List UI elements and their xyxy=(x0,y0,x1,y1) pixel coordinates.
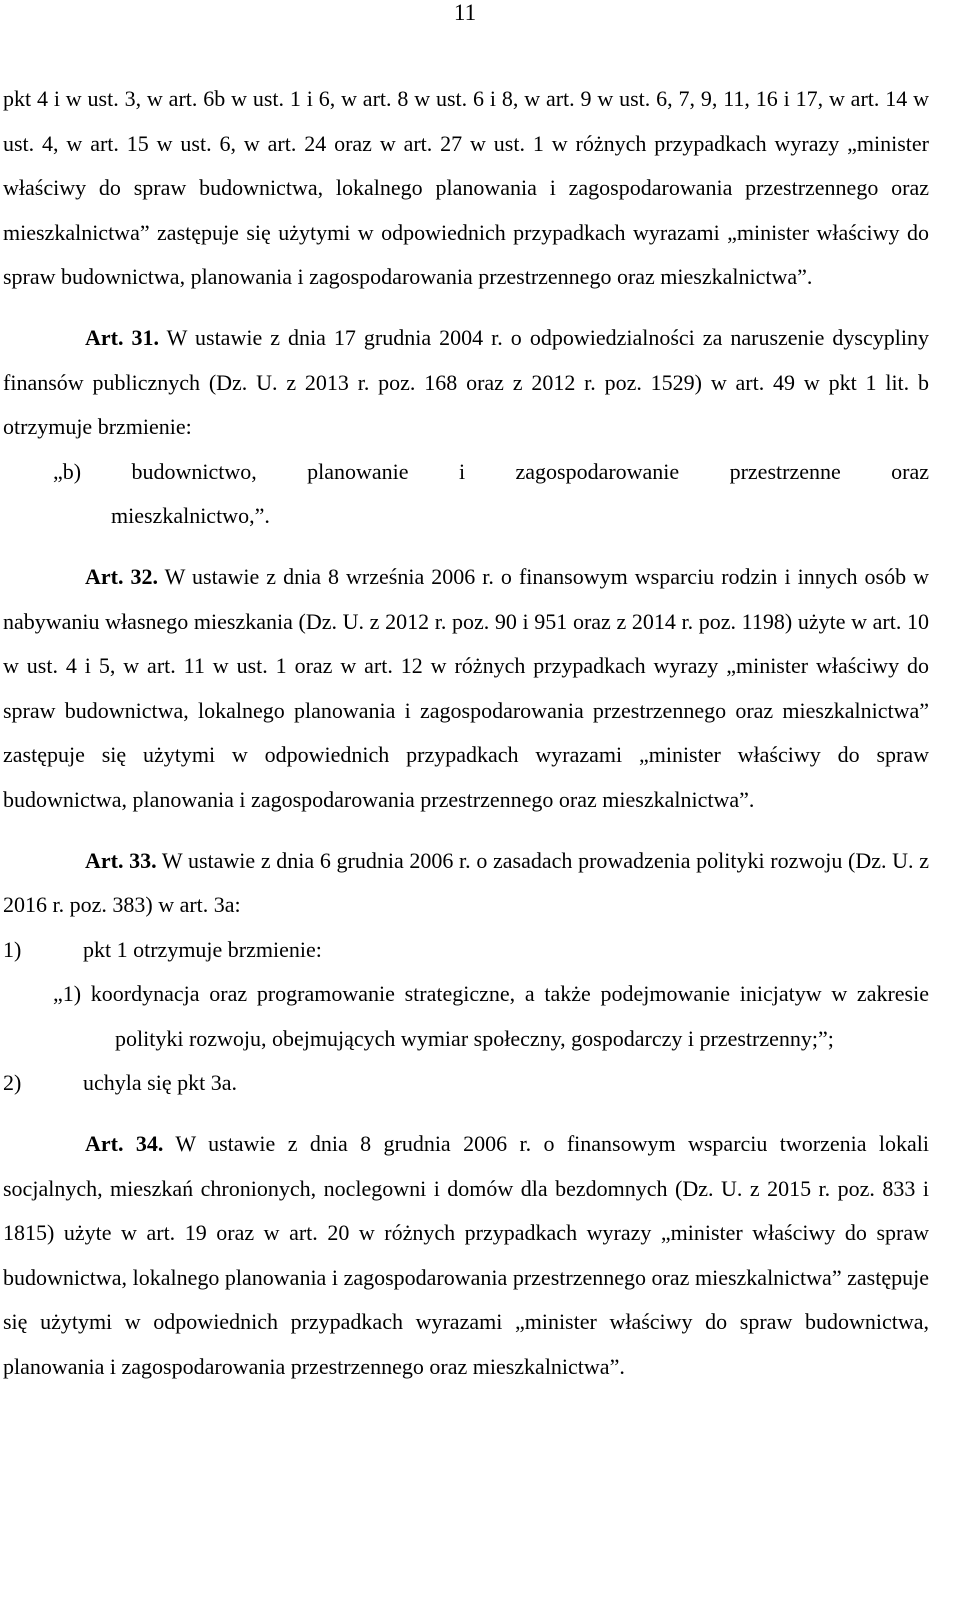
list-text: pkt 1 otrzymuje brzmienie: xyxy=(83,936,322,962)
article-33-label: Art. 33. xyxy=(85,847,157,873)
article-32-label: Art. 32. xyxy=(85,563,159,589)
article-34-label: Art. 34. xyxy=(85,1131,164,1157)
article-33-text: W ustawie z dnia 6 grudnia 2006 r. o zasadach prowadzenia polityki rozwoju (Dz. U. z 2016 r. poz. 383) w art. 3a: xyxy=(3,847,929,918)
article-32-text: W ustawie z dnia 8 września 2006 r. o finansowym wsparciu rodzin i innych osób w nabywaniu własnego mieszkania (Dz. U. z 2012 r. poz. 90 i 951 oraz z 2014 r. poz. 1198) użyte w art. 10 w ust. 4 i 5, w art. 11 w ust. 1 oraz w art. 12 w różnych przypadkach wyrazy „minister właściwy do spraw budownictwa, lokalnego planowania i zagospodarowania przestrzennego oraz mieszkalnictwa” zastępuje się użytymi w odpowiednich przypadkach wyrazami „minister właściwy do spraw budownictwa, planowania i zagospodarowania przestrzennego oraz mieszkalnictwa”. xyxy=(3,563,929,812)
article-31-quote-continuation: mieszkalnictwo,”. xyxy=(111,503,270,529)
article-34 xyxy=(3,1122,929,1390)
paragraph-continuation: pkt 4 i w ust. 3, w art. 6b w ust. 1 i 6, w art. 8 w ust. 6 i 8, w art. 9 w ust. 6, 7, 9, 11, 16 i 17, w art. 14 w ust. 4, w art. 15 w ust. 6, w art. 24 oraz w art. 27 w ust. 1 w różnych przypadkach wyrazy „minister właściwy do spraw budownictwa, lokalnego planowania i zagospodarowania przestrzennego oraz mieszkalnictwa” zastępuje się użytymi w odpowiednich przypadkach wyrazami „minister właściwy do spraw budownictwa, planowania i zagospodarowania przestrzennego oraz mieszkalnictwa”. xyxy=(3,86,929,290)
article-31-text: W ustawie z dnia 17 grudnia 2004 r. o odpowiedzialności za naruszenie dyscypliny finansów publicznych (Dz. U. z 2013 r. poz. 168 oraz z 2012 r. poz. 1529) w art. 49 w pkt 1 lit. b otrzymuje brzmienie: xyxy=(3,324,929,440)
article-32 xyxy=(3,555,929,823)
article-31-quote: „b) budownictwo, planowanie i zagospodarowanie przestrzenne oraz xyxy=(53,458,929,484)
article-33 xyxy=(3,839,929,928)
article-33-item-2 xyxy=(3,1061,929,1106)
article-33-sub-quote: „1) koordynacja oraz programowanie strategiczne, a także podejmowanie inicjatyw w zakresie polityki rozwoju, obejmujących wymiar społeczny, gospodarczy i przestrzenny;”; xyxy=(53,981,929,1051)
article-33-item-1 xyxy=(3,928,929,973)
document-body xyxy=(3,77,929,1390)
list-number: 1) xyxy=(3,936,22,962)
page-number: 11 xyxy=(453,0,477,25)
list-number: 2) xyxy=(3,1070,22,1096)
list-text: uchyla się pkt 3a. xyxy=(83,1070,237,1096)
article-34-text: W ustawie z dnia 8 grudnia 2006 r. o finansowym wsparciu tworzenia lokali socjalnych, mieszkań chronionych, noclegowni i domów dla bezdomnych (Dz. U. z 2015 r. poz. 833 i 1815) użyte w art. 19 oraz w art. 20 w różnych przypadkach wyrazy „minister właściwy do spraw budownictwa, lokalnego planowania i zagospodarowania przestrzennego oraz mieszkalnictwa” zastępuje się użytymi w odpowiednich przypadkach wyrazami „minister właściwy do spraw budownictwa, planowania i zagospodarowania przestrzennego oraz mieszkalnictwa”. xyxy=(3,1131,929,1380)
article-31-label: Art. 31. xyxy=(85,324,159,350)
article-31 xyxy=(3,316,929,450)
